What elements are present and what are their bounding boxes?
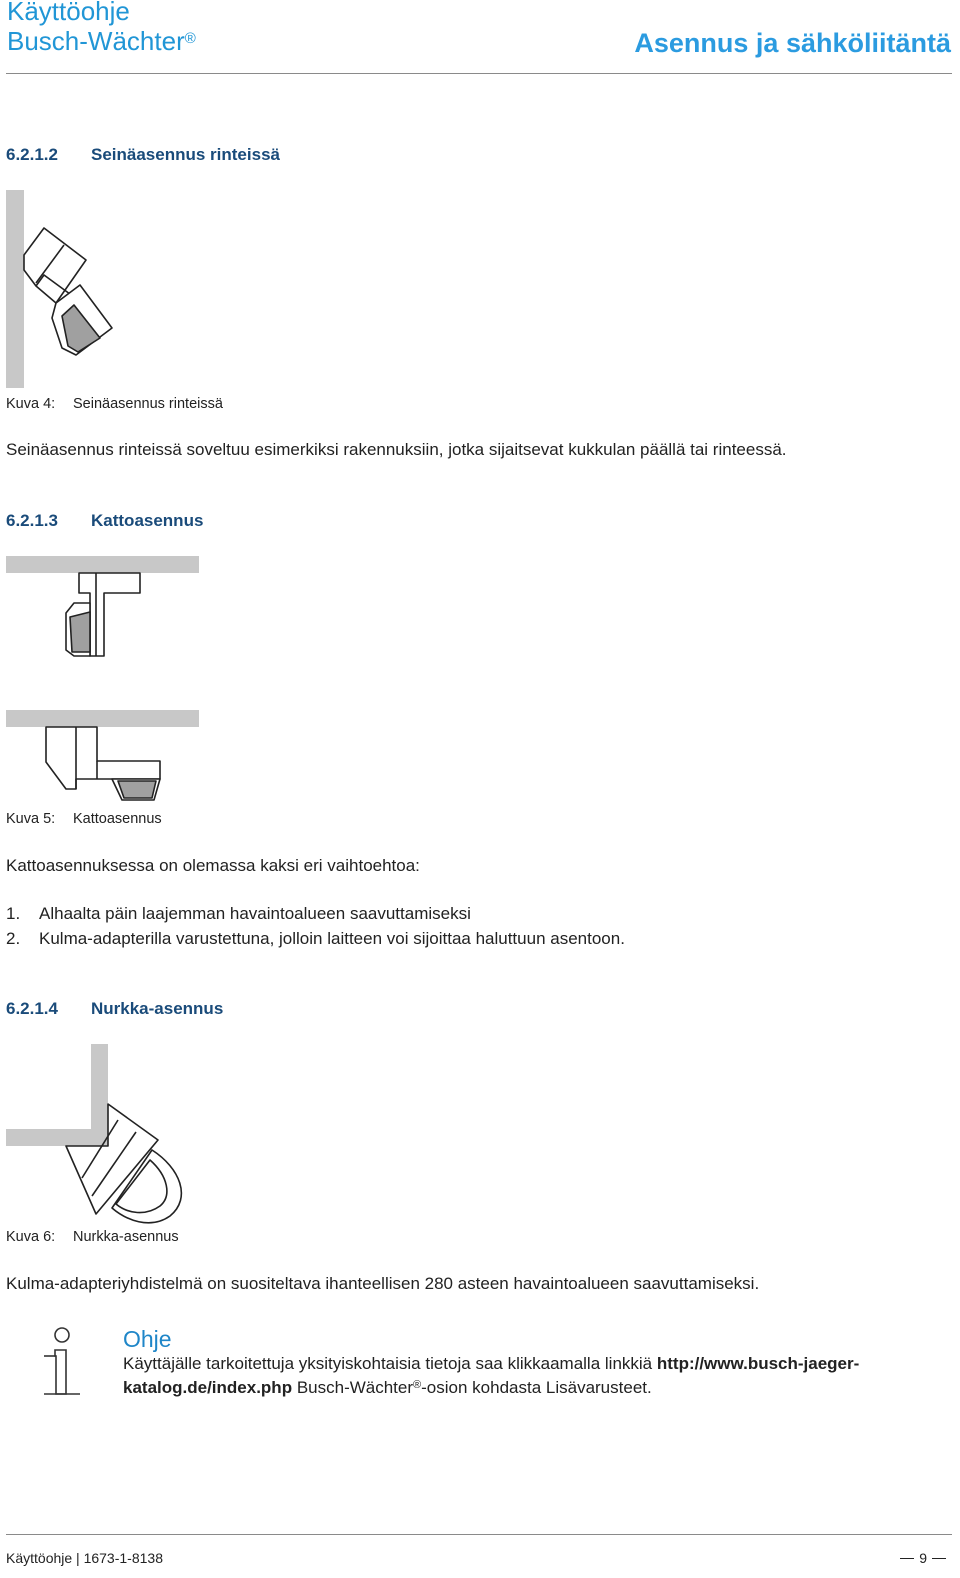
header-doc-title: Käyttöohje	[7, 0, 130, 26]
registered-mark: ®	[413, 1379, 422, 1391]
caption-text: Nurkka-asennus	[73, 1229, 179, 1245]
note-link[interactable]: http://www.busch-jaeger-katalog.de/index.php	[123, 1354, 860, 1397]
note-title: Ohje	[123, 1326, 172, 1352]
note-text: Busch-Wächter	[292, 1378, 414, 1397]
dash	[900, 1558, 914, 1559]
caption-label: Kuva 6:	[6, 1229, 56, 1245]
note-text: Käyttäjälle tarkoitettuja yksityiskohtaisia tietoja saa klikkaamalla linkkiä	[123, 1354, 657, 1373]
footer-doc-id: Käyttöohje | 1673-1-8138	[6, 1550, 163, 1566]
note-text: -osion kohdasta Lisävarusteet.	[421, 1378, 652, 1397]
registered-mark: ®	[184, 30, 196, 47]
caption-label: Kuva 5:	[6, 811, 56, 827]
footer-page	[895, 1549, 951, 1567]
list-number: 2.	[6, 928, 21, 948]
header-section-title: Asennus ja sähköliitäntä	[634, 28, 951, 58]
paragraph: Kattoasennuksessa on olemassa kaksi eri vaihtoehtoa:	[6, 856, 420, 875]
paragraph: Kulma-adapteriyhdistelmä on suositeltava ihanteellisen 280 asteen havaintoalueen saavuttamiseksi.	[6, 1274, 760, 1293]
paragraph: Seinäasennus rinteissä soveltuu esimerkiksi rakennuksiin, jotka sijaitsevat kukkulan päällä tai rinteessä.	[6, 440, 787, 459]
section-title: Seinäasennus rinteissä	[91, 145, 280, 164]
caption-text: Seinäasennus rinteissä	[73, 396, 223, 412]
dash	[932, 1558, 946, 1559]
list-text: Alhaalta päin laajemman havaintoalueen saavuttamiseksi	[39, 904, 471, 923]
section-number: 6.2.1.3	[6, 511, 58, 530]
section-title: Kattoasennus	[91, 511, 204, 530]
note-body	[123, 1352, 943, 1400]
page-number: 9	[919, 1550, 927, 1566]
section-number: 6.2.1.2	[6, 145, 58, 164]
section-title: Nurkka-asennus	[91, 999, 224, 1018]
header-product-name: Busch-Wächter	[7, 26, 185, 56]
caption-text: Kattoasennus	[73, 811, 162, 827]
list-number: 1.	[6, 904, 21, 923]
list-text: Kulma-adapterilla varustettuna, jolloin laitteen voi sijoittaa haluttuun asentoon.	[39, 928, 625, 948]
footer-divider	[6, 1534, 952, 1535]
section-number: 6.2.1.4	[6, 999, 58, 1018]
caption-label: Kuva 4:	[6, 396, 56, 412]
